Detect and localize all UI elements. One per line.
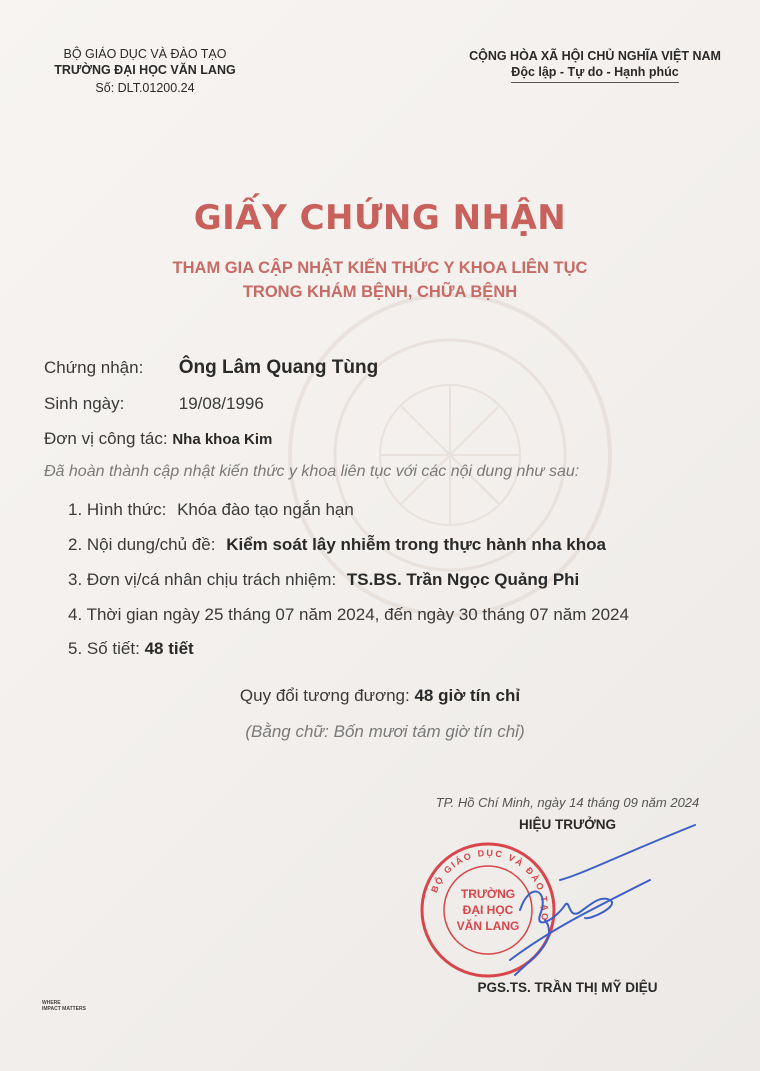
brand-line-1: WHERE	[42, 1000, 61, 1006]
dob-row	[44, 394, 264, 414]
equivalent-label: Quy đổi tương đương:	[239, 686, 410, 705]
certify-value: Ông Lâm Quang Tùng	[178, 357, 379, 378]
certify-label: Chứng nhận:	[44, 358, 144, 377]
item-3	[68, 570, 579, 590]
item-5-label: 5. Số tiết:	[68, 639, 140, 658]
university-name: TRƯỜNG ĐẠI HỌC VĂN LANG	[54, 63, 236, 77]
stamp-ring-text: BỘ GIÁO DỤC VÀ ĐÀO TẠO	[429, 847, 551, 923]
unit-row	[44, 429, 272, 449]
item-3-label: 3. Đơn vị/cá nhân chịu trách nhiệm:	[68, 570, 337, 589]
item-3-value: TS.BS. Trần Ngọc Quảng Phi	[346, 570, 580, 589]
equivalent-row	[0, 686, 760, 706]
item-2-value: Kiểm soát lây nhiễm trong thực hành nha khoa	[226, 535, 606, 554]
certificate-subtitle	[0, 256, 760, 304]
stamp-line-3: VĂN LANG	[456, 919, 520, 933]
signer-title: HIỆU TRƯỞNG	[519, 817, 616, 832]
subtitle-line-2: TRONG KHÁM BỆNH, CHỮA BỆNH	[242, 283, 518, 301]
intro-text: Đã hoàn thành cập nhật kiến thức y khoa liên tục với các nội dung như sau:	[44, 463, 580, 480]
in-words: (Bằng chữ: Bốn mươi tám giờ tín chỉ)	[245, 722, 525, 741]
item-2	[68, 535, 606, 555]
signer-name: PGS.TS. TRẦN THỊ MỸ DIỆU	[477, 980, 658, 995]
subtitle-line-1: THAM GIA CẬP NHẬT KIẾN THỨC Y KHOA LIÊN TỤC	[172, 259, 588, 277]
item-1-label: 1. Hình thức:	[68, 500, 167, 519]
brand-line-2: IMPACT MATTERS	[42, 1006, 86, 1012]
dob-value: 19/08/1996	[178, 394, 264, 413]
header-right	[460, 48, 730, 83]
signature	[470, 820, 710, 980]
national-motto: Độc lập - Tự do - Hạnh phúc	[511, 64, 678, 83]
dob-label: Sinh ngày:	[44, 394, 125, 413]
unit-value: Nha khoa Kim	[172, 431, 273, 448]
item-2-label: 2. Nội dung/chủ đề:	[68, 535, 216, 554]
certificate-title: GIẤY CHỨNG NHẬN	[193, 198, 567, 238]
header-left	[30, 46, 260, 96]
item-1-value: Khóa đào tạo ngắn hạn	[177, 500, 354, 519]
equivalent-value: 48 giờ tín chỉ	[414, 686, 521, 705]
unit-label: Đơn vị công tác:	[44, 429, 168, 448]
republic-name: CỘNG HÒA XÃ HỘI CHỦ NGHĨA VIỆT NAM	[469, 49, 721, 63]
stamp-line-2: ĐẠI HỌC	[462, 903, 514, 917]
item-5	[68, 639, 194, 659]
ministry-name: BỘ GIÁO DỤC VÀ ĐÀO TẠO	[63, 47, 227, 61]
stamp-line-1: TRƯỜNG	[460, 887, 516, 901]
certify-row	[44, 357, 378, 379]
item-1	[68, 500, 354, 520]
item-5-value: 48 tiết	[144, 639, 194, 658]
document-number: Số: DLT.01200.24	[95, 81, 195, 95]
place-date: TP. Hồ Chí Minh, ngày 14 tháng 09 năm 2024	[435, 795, 700, 810]
item-4: 4. Thời gian ngày 25 tháng 07 năm 2024, đến ngày 30 tháng 07 năm 2024	[68, 605, 629, 624]
brand-tagline	[42, 1000, 86, 1012]
